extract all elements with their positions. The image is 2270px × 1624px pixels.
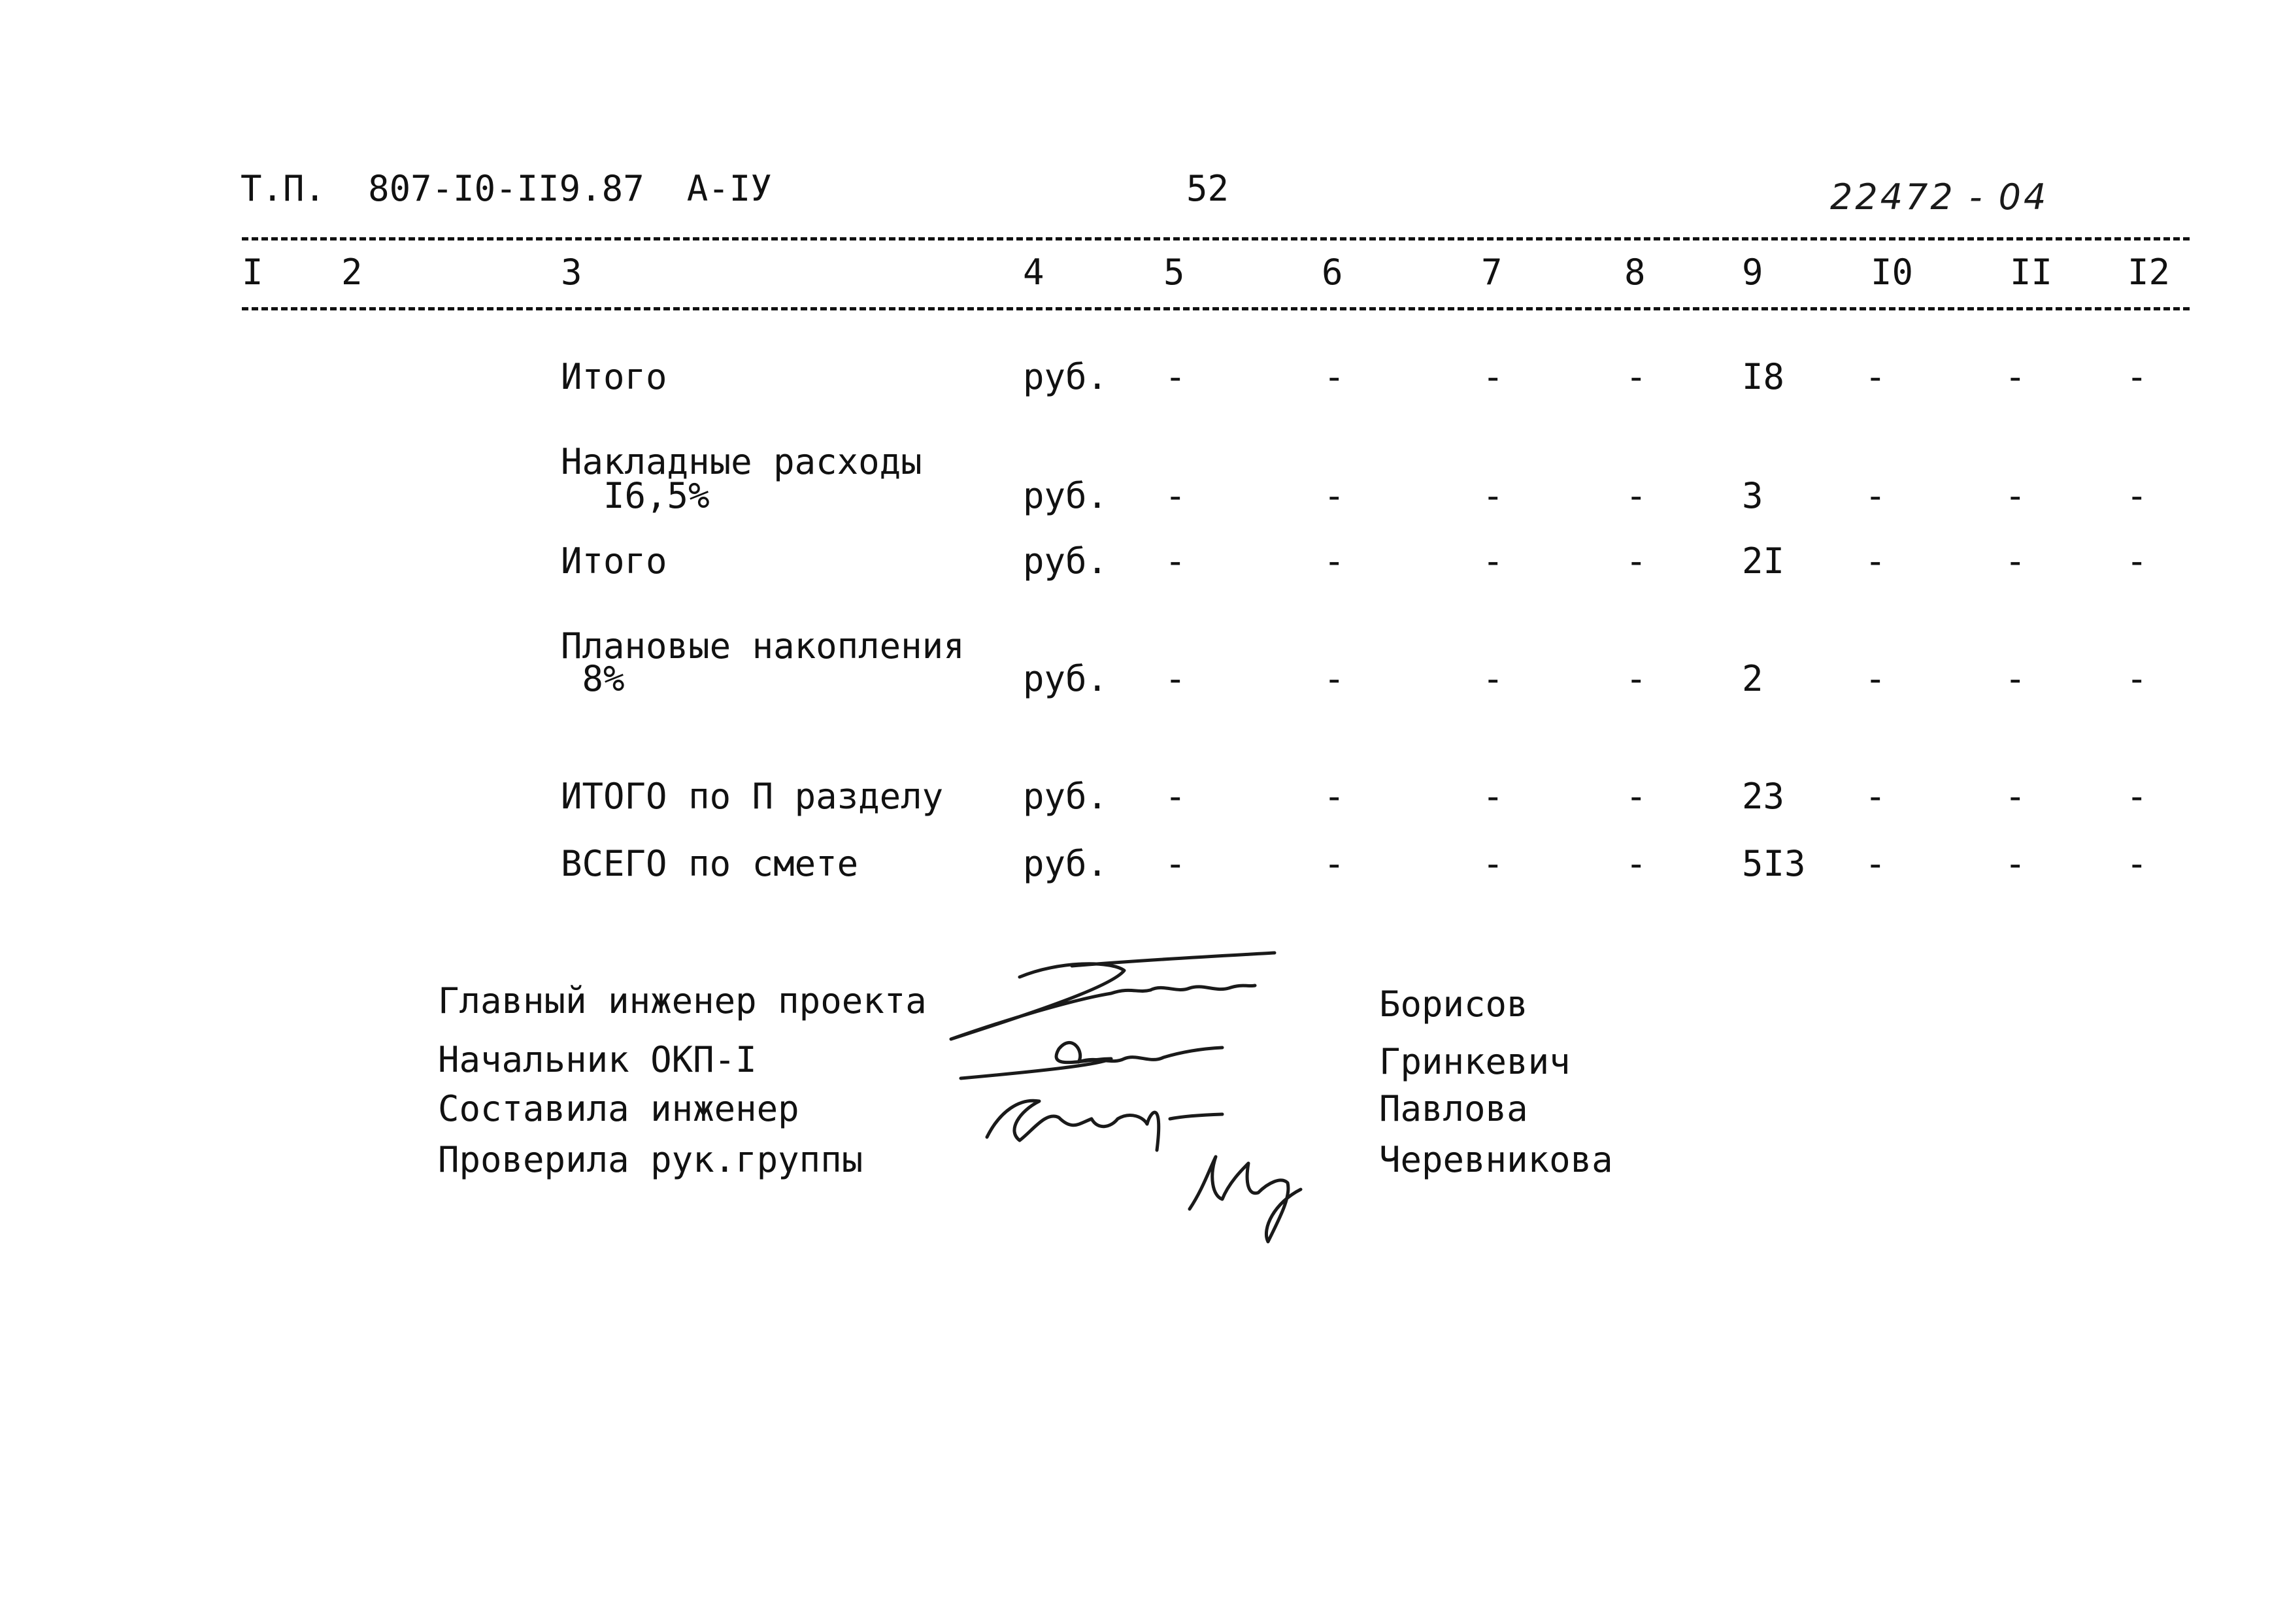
column-number: 9 bbox=[1742, 252, 1763, 293]
cell-col5: - bbox=[1165, 776, 1186, 817]
row-unit: руб. bbox=[1023, 356, 1109, 397]
cell-col5: - bbox=[1165, 356, 1186, 397]
column-number: 3 bbox=[561, 252, 582, 293]
row-label: Плановые накопления bbox=[561, 625, 965, 667]
row-label: ИТОГО по П разделу bbox=[561, 776, 944, 817]
cell-col8: - bbox=[1626, 475, 1647, 516]
signature-pavlova bbox=[987, 1101, 1222, 1150]
handwritten-number: 22472 - 04 bbox=[1830, 176, 2049, 218]
cell-col5: - bbox=[1165, 658, 1186, 699]
cell-col11: - bbox=[2005, 475, 2026, 516]
row-label: Итого bbox=[561, 356, 667, 397]
cell-col10: - bbox=[1865, 540, 1886, 582]
cell-col5: - bbox=[1165, 843, 1186, 884]
cell-col6: - bbox=[1324, 843, 1345, 884]
cell-col8: - bbox=[1626, 540, 1647, 582]
row-label: Накладные расходы bbox=[561, 441, 922, 482]
cell-col12: - bbox=[2126, 356, 2148, 397]
row-unit: руб. bbox=[1023, 475, 1109, 516]
cell-col11: - bbox=[2005, 658, 2026, 699]
column-number: I0 bbox=[1871, 252, 1914, 293]
cell-col9: 2 bbox=[1742, 658, 1763, 699]
cell-col7: - bbox=[1482, 843, 1504, 884]
column-number: I bbox=[242, 252, 263, 293]
column-number: 2 bbox=[341, 252, 363, 293]
cell-col6: - bbox=[1324, 776, 1345, 817]
cell-col11: - bbox=[2005, 843, 2026, 884]
cell-col5: - bbox=[1165, 540, 1186, 582]
page-number: 52 bbox=[1186, 168, 1229, 209]
row-label: ВСЕГО по смете bbox=[561, 843, 859, 884]
cell-col8: - bbox=[1626, 356, 1647, 397]
cell-col5: - bbox=[1165, 475, 1186, 516]
cell-col9: I8 bbox=[1742, 356, 1785, 397]
signatory-title: Главный инженер проекта bbox=[438, 980, 927, 1021]
cell-col9: 5I3 bbox=[1742, 843, 1806, 884]
cell-col11: - bbox=[2005, 540, 2026, 582]
cell-col7: - bbox=[1482, 776, 1504, 817]
cell-col12: - bbox=[2126, 843, 2148, 884]
cell-col10: - bbox=[1865, 843, 1886, 884]
cell-col7: - bbox=[1482, 658, 1504, 699]
signature-grinkevich bbox=[961, 1042, 1222, 1078]
document-code: Т.П. 807-I0-II9.87 А-IУ bbox=[241, 168, 772, 209]
row-unit: руб. bbox=[1023, 776, 1109, 817]
row-unit: руб. bbox=[1023, 843, 1109, 884]
cell-col6: - bbox=[1324, 658, 1345, 699]
cell-col7: - bbox=[1482, 540, 1504, 582]
header-rule-top bbox=[242, 237, 2190, 244]
row-label-rate: 8% bbox=[561, 658, 625, 699]
signatory-name: Черевникова bbox=[1379, 1139, 1613, 1180]
cell-col12: - bbox=[2126, 776, 2148, 817]
cell-col12: - bbox=[2126, 475, 2148, 516]
column-number: 8 bbox=[1624, 252, 1646, 293]
cell-col8: - bbox=[1626, 843, 1647, 884]
cell-col12: - bbox=[2126, 658, 2148, 699]
cell-col9: 2I bbox=[1742, 540, 1785, 582]
column-number: 4 bbox=[1023, 252, 1044, 293]
cell-col11: - bbox=[2005, 356, 2026, 397]
cell-col11: - bbox=[2005, 776, 2026, 817]
signatory-name: Гринкевич bbox=[1379, 1041, 1571, 1082]
cell-col10: - bbox=[1865, 658, 1886, 699]
row-label-rate: I6,5% bbox=[561, 475, 710, 516]
header-rule-bottom bbox=[242, 307, 2190, 314]
column-number: 5 bbox=[1163, 252, 1185, 293]
signatory-name: Павлова bbox=[1379, 1088, 1528, 1129]
cell-col10: - bbox=[1865, 776, 1886, 817]
signatory-title: Начальник ОКП-I bbox=[438, 1039, 757, 1080]
cell-col7: - bbox=[1482, 475, 1504, 516]
signature-borisov bbox=[951, 964, 1255, 1039]
cell-col10: - bbox=[1865, 356, 1886, 397]
signatory-name: Борисов bbox=[1379, 984, 1528, 1025]
cell-col6: - bbox=[1324, 540, 1345, 582]
row-unit: руб. bbox=[1023, 658, 1109, 699]
column-number: II bbox=[2010, 252, 2053, 293]
column-number: I2 bbox=[2128, 252, 2171, 293]
cell-col7: - bbox=[1482, 356, 1504, 397]
cell-col6: - bbox=[1324, 475, 1345, 516]
cell-col8: - bbox=[1626, 776, 1647, 817]
cell-col6: - bbox=[1324, 356, 1345, 397]
signatory-title: Проверила рук.группы bbox=[438, 1139, 863, 1180]
signatory-title: Составила инженер bbox=[438, 1088, 799, 1129]
cell-col8: - bbox=[1626, 658, 1647, 699]
row-unit: руб. bbox=[1023, 540, 1109, 582]
cell-col9: 3 bbox=[1742, 475, 1763, 516]
signature-cherevnikova bbox=[1190, 1157, 1301, 1242]
column-number: 7 bbox=[1481, 252, 1503, 293]
row-label: Итого bbox=[561, 540, 667, 582]
signature-borisov-underline bbox=[1072, 953, 1275, 966]
cell-col9: 23 bbox=[1742, 776, 1785, 817]
cell-col10: - bbox=[1865, 475, 1886, 516]
column-number: 6 bbox=[1322, 252, 1343, 293]
cell-col12: - bbox=[2126, 540, 2148, 582]
